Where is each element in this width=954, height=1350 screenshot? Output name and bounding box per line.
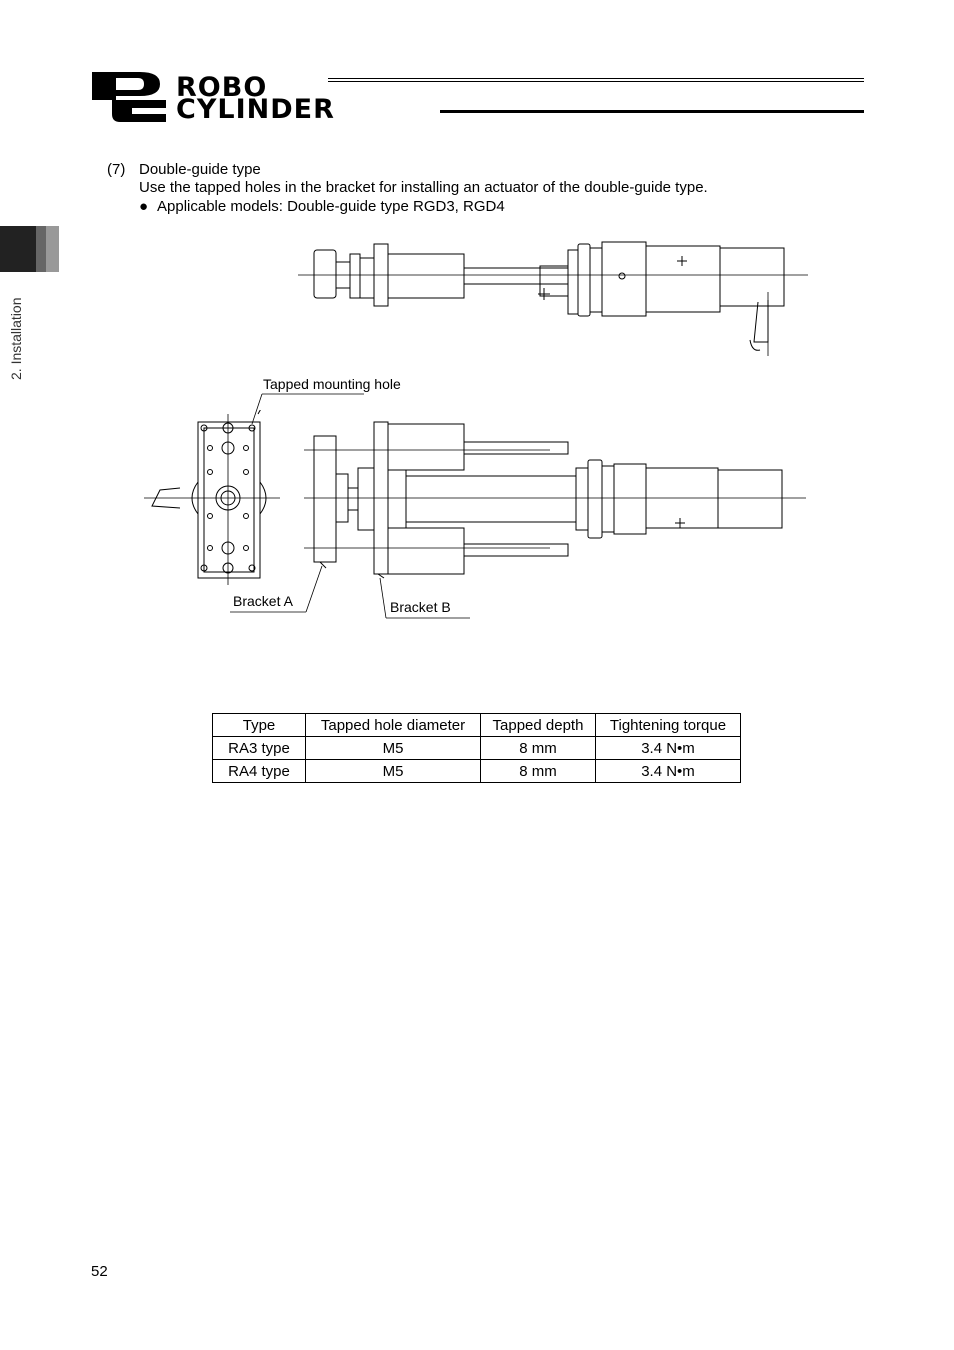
table-header-cell: Tapped depth [481, 714, 596, 737]
table-cell: 8 mm [481, 737, 596, 760]
side-tab-dark-block [0, 226, 36, 272]
bullet-icon: ● [139, 198, 149, 215]
applicable-models: Applicable models: Double-guide type RGD3, RGD4 [157, 198, 505, 215]
page-number: 52 [91, 1263, 108, 1280]
table-cell: M5 [306, 760, 481, 783]
logo-word-cylinder: CYLINDER [176, 94, 335, 125]
label-tapped-mounting-hole: Tapped mounting hole [263, 376, 401, 392]
header-rule-thin-bottom [328, 81, 864, 82]
table-cell: 3.4 N•m [596, 760, 741, 783]
side-tab-label: 2. Installation [8, 297, 24, 380]
table-header-row [213, 714, 741, 737]
table-header-cell: Type [213, 714, 306, 737]
table-header-cell: Tightening torque [596, 714, 741, 737]
bracket-end-view-drawing [140, 410, 290, 585]
logo-word-robo: ROBO [176, 72, 268, 103]
label-bracket-a: Bracket A [233, 593, 293, 609]
section-title: Double-guide type [139, 161, 261, 178]
table-cell: RA3 type [213, 737, 306, 760]
header-rule-thick [440, 110, 864, 113]
table-cell: 3.4 N•m [596, 737, 741, 760]
rc-logo-mark [90, 70, 168, 124]
table-cell: 8 mm [481, 760, 596, 783]
table-cell: M5 [306, 737, 481, 760]
header-rule-thin-top [328, 78, 864, 79]
actuator-top-view-drawing [300, 418, 820, 583]
leader-bracket-b [376, 572, 476, 622]
leader-tapped-mounting-hole [240, 390, 370, 430]
side-tab-light-block [46, 226, 59, 272]
table-cell: RA4 type [213, 760, 306, 783]
actuator-side-view-drawing [290, 230, 820, 362]
leader-bracket-a [228, 560, 338, 616]
side-tab-mid-block [36, 226, 46, 272]
section-number: (7) [107, 161, 126, 178]
table-header-cell: Tapped hole diameter [306, 714, 481, 737]
label-bracket-b: Bracket B [390, 599, 451, 615]
table-row [213, 737, 741, 760]
table-row [213, 760, 741, 783]
section-description: Use the tapped holes in the bracket for installing an actuator of the double-guide type. [139, 179, 708, 196]
spec-table [212, 713, 741, 783]
